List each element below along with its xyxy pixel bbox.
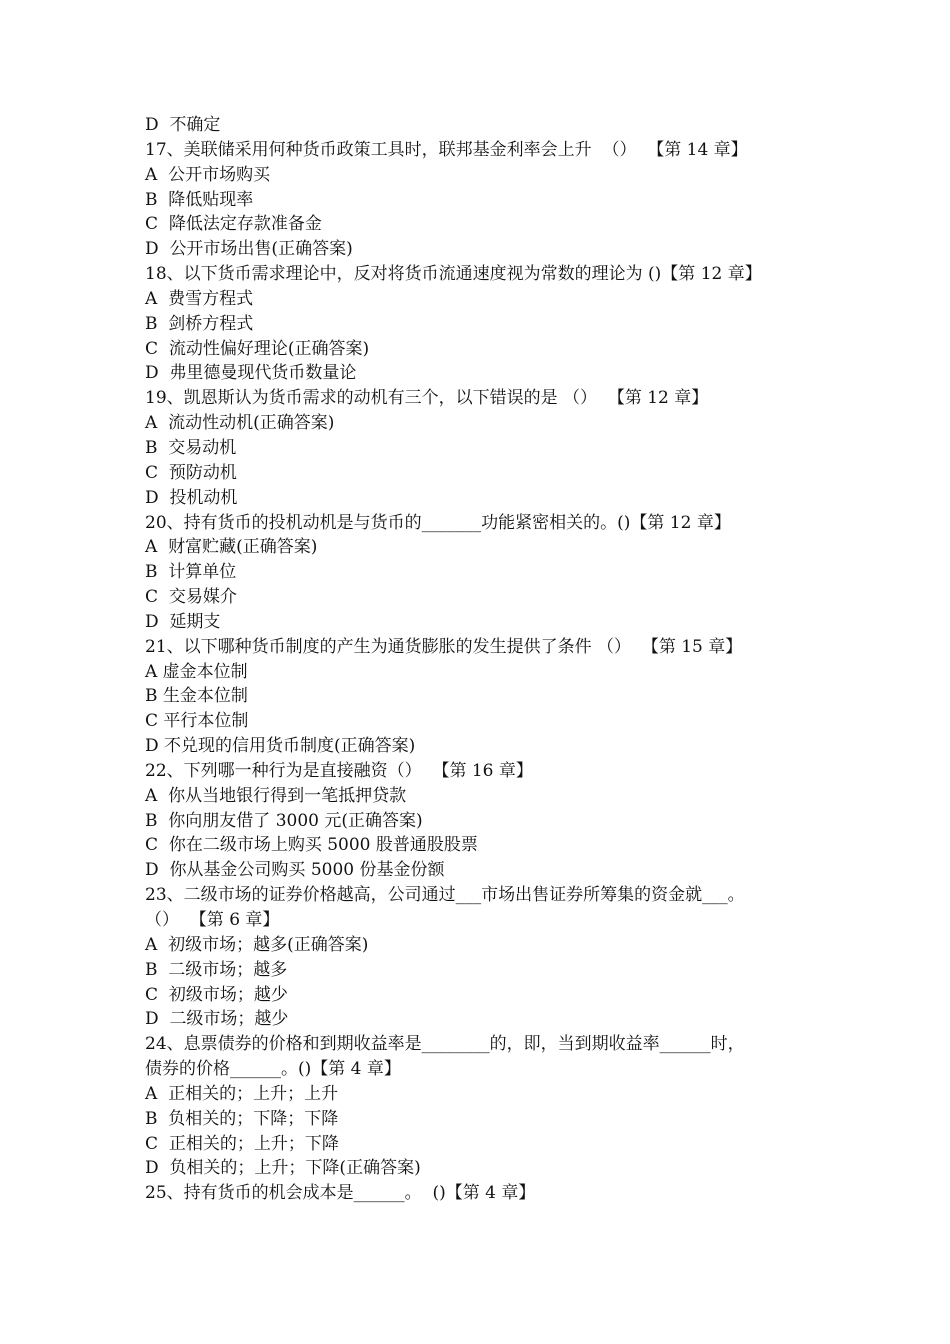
question-line: 20、持有货币的投机动机是与货币的_______功能紧密相关的。()【第 12 章】 [145, 512, 731, 533]
option-line: C 你在二级市场上购买 5000 股普通股股票 [145, 835, 478, 856]
option-line: C 正相关的；上升；下降 [145, 1133, 339, 1154]
option-line: A 初级市场；越多(正确答案) [145, 934, 369, 955]
option-line: A 财富贮藏(正确答案) [145, 537, 318, 558]
option-line: B 负相关的；下降；下降 [145, 1108, 339, 1129]
question-line: 17、美联储采用何种货币政策工具时，联邦基金利率会上升 （） 【第 14 章】 [145, 139, 748, 160]
option-line: C 预防动机 [145, 462, 237, 483]
option-line: A 虚金本位制 [145, 661, 248, 682]
option-line: B 计算单位 [145, 562, 237, 583]
option-line: A 你从当地银行得到一笔抵押贷款 [145, 785, 407, 806]
question-line: 24、息票债券的价格和到期收益率是________的，即，当到期收益率______时， [145, 1034, 745, 1055]
option-line: D 二级市场；越少 [145, 1009, 289, 1030]
question-line-continued: （） 【第 6 章】 [145, 910, 280, 930]
option-line: C 初级市场；越少 [145, 984, 288, 1005]
option-line: A 公开市场购买 [145, 164, 271, 185]
option-line: D 你从基金公司购买 5000 份基金份额 [145, 860, 445, 881]
option-line: D 不确定 [145, 115, 221, 135]
option-line: C 交易媒介 [145, 587, 237, 608]
option-line: D 不兑现的信用货币制度(正确答案) [145, 736, 416, 757]
question-line: 18、以下货币需求理论中，反对将货币流通速度视为常数的理论为 ()【第 12 章】 [145, 264, 762, 285]
option-line: A 正相关的；上升；上升 [145, 1083, 339, 1104]
option-line: D 弗里德曼现代货币数量论 [145, 363, 357, 384]
option-line: A 费雪方程式 [145, 288, 254, 309]
option-line: D 延期支 [145, 611, 221, 632]
option-line: D 负相关的；上升；下降(正确答案) [145, 1158, 421, 1179]
option-line: C 平行本位制 [145, 711, 249, 732]
question-line: 23、二级市场的证券价格越高，公司通过___市场出售证券所筹集的资金就___。 [145, 885, 745, 906]
option-line: C 降低法定存款准备金 [145, 214, 322, 235]
option-line: D 投机动机 [145, 487, 238, 508]
question-line: 25、持有货币的机会成本是______。 ()【第 4 章】 [145, 1183, 536, 1204]
document-body [145, 113, 817, 1206]
option-line: B 你向朋友借了 3000 元(正确答案) [145, 810, 423, 831]
option-line: B 生金本位制 [145, 686, 248, 707]
option-line: C 流动性偏好理论(正确答案) [145, 338, 370, 359]
option-line: B 二级市场；越多 [145, 959, 288, 980]
option-line: B 剑桥方程式 [145, 313, 254, 334]
option-line: B 交易动机 [145, 437, 237, 458]
option-line: D 公开市场出售(正确答案) [145, 239, 353, 260]
question-line: 22、下列哪一种行为是直接融资（） 【第 16 章】 [145, 760, 533, 781]
question-line: 19、凯恩斯认为货币需求的动机有三个，以下错误的是 （） 【第 12 章】 [145, 388, 709, 409]
question-line: 21、以下哪种货币制度的产生为通货膨胀的发生提供了条件 （） 【第 15 章】 [145, 636, 743, 657]
option-line: A 流动性动机(正确答案) [145, 413, 335, 434]
option-line: B 降低贴现率 [145, 189, 254, 210]
question-line-continued: 债券的价格______。()【第 4 章】 [145, 1059, 401, 1080]
